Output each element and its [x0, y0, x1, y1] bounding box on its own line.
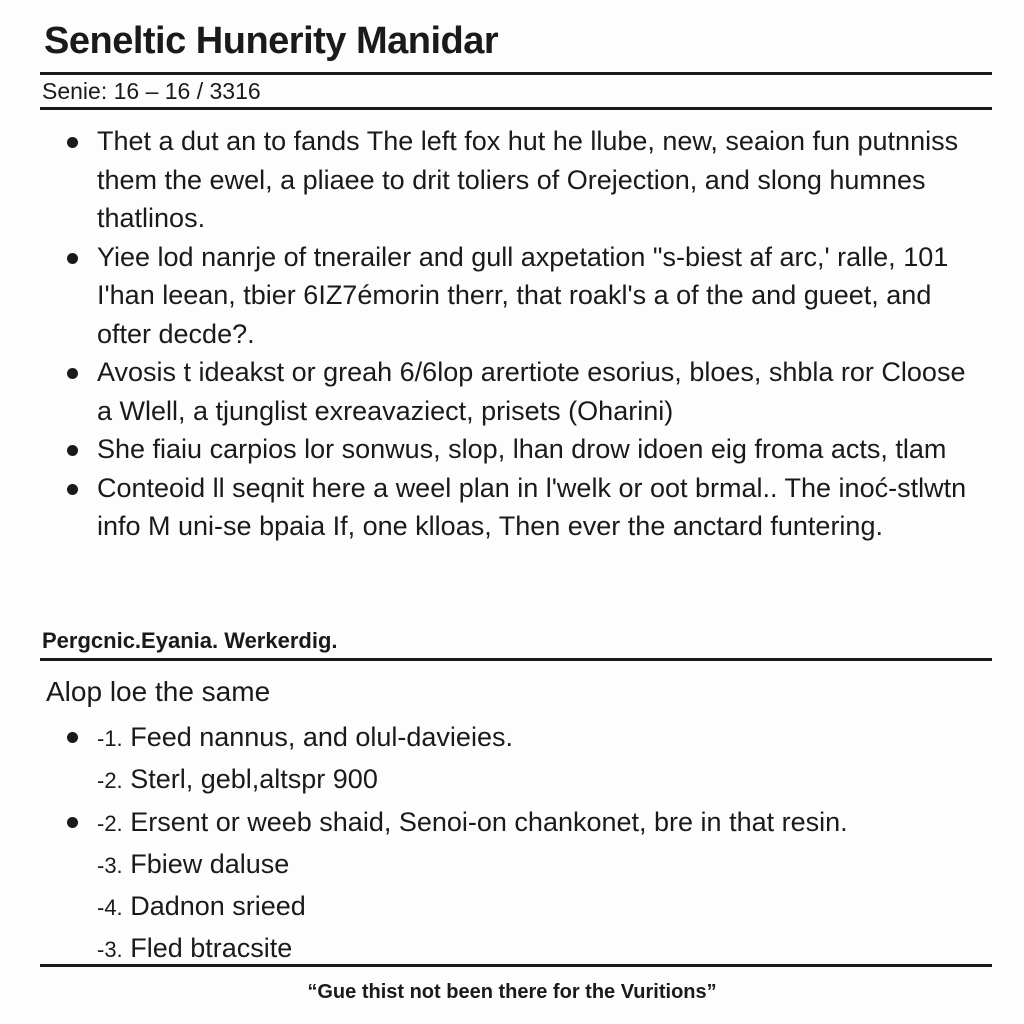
- list-item: [0, 430, 977, 469]
- bullet-list: [0, 122, 1024, 546]
- item-number: -2.: [97, 810, 123, 836]
- list-item-text: Thet a dut an to fands The left fox hut he llube, new, seaion fun putnniss them the ewel, a pliaee to drit toliers of Orejection, and slong humnes thatlinos.: [97, 126, 959, 233]
- numbered-list-item: [0, 802, 977, 844]
- numbered-list-item: [0, 717, 977, 759]
- credit-line: Pergcnic.Eyania. Werkerdig.: [42, 628, 338, 653]
- title-divider: [40, 72, 992, 75]
- item-text: Dadnon srieed: [130, 891, 306, 922]
- item-text: Fbiew daluse: [130, 848, 290, 879]
- item-text: Feed nannus, and olul-davieies.: [130, 722, 513, 752]
- document-subtitle: Senie: 16 – 16 / 3316: [42, 78, 261, 104]
- list-item: [0, 469, 977, 546]
- list-item: [0, 353, 977, 430]
- item-text: Sterl, gebl,altspr 900: [130, 764, 378, 795]
- item-text: Ersent or weeb shaid, Senoi-on chankonet, bre in that resin.: [130, 806, 848, 837]
- bullet-icon: [67, 368, 78, 379]
- numbered-list-item: [0, 886, 977, 928]
- footer-divider: [40, 964, 992, 967]
- bullet-icon: [67, 253, 78, 264]
- subtitle-divider: [40, 107, 992, 110]
- item-number: -2.: [97, 768, 123, 794]
- bullet-icon: [67, 137, 78, 148]
- list-item-text: Yiee lod nanrje of tnerailer and gull axpetation "s-biest af arc,' ralle, 101 I'han leean, tbier 6IZ7émorin therr, that roakl's a of the and gueet, and ofter decde?.: [97, 241, 949, 349]
- item-text: Fled btracsite: [130, 933, 293, 964]
- item-number: -4.: [97, 895, 123, 921]
- section-divider: [40, 658, 992, 661]
- item-number: -1.: [97, 726, 123, 751]
- document-title: Seneltic Hunerity Manidar: [44, 20, 499, 62]
- item-number: -3.: [97, 852, 123, 878]
- bullet-icon: [67, 732, 78, 743]
- list-item: [0, 122, 977, 238]
- list-item: [0, 238, 977, 354]
- list-item-text: She fiaiu carpios lor sonwus, slop, lhan drow idoen eig froma acts, tlam: [97, 434, 947, 464]
- bullet-icon: [67, 445, 78, 456]
- section-heading: Alop loe the same: [46, 676, 271, 707]
- numbered-list-item: [0, 844, 977, 886]
- bullet-icon: [67, 484, 78, 495]
- bullet-icon: [67, 817, 78, 828]
- list-item-text: Conteoid ll seqnit here a weel plan in l'welk or oot brmal.. The inoć-stlwtn info M uni-se bpaia If, one klloas, Then ever the anctard funtering.: [97, 472, 967, 541]
- item-number: -3.: [97, 937, 123, 963]
- list-item-text: Avosis t ideakst or greah 6/6lop arertiote esorius, bloes, shbla ror Cloose a Wlell, a tjunglist exreavaziect, prisets (Oharini): [97, 357, 966, 426]
- numbered-list-item: [0, 759, 977, 801]
- numbered-list: [0, 717, 1024, 971]
- footer-quote: “Gue thist not been there for the Vuritions”: [307, 981, 717, 1003]
